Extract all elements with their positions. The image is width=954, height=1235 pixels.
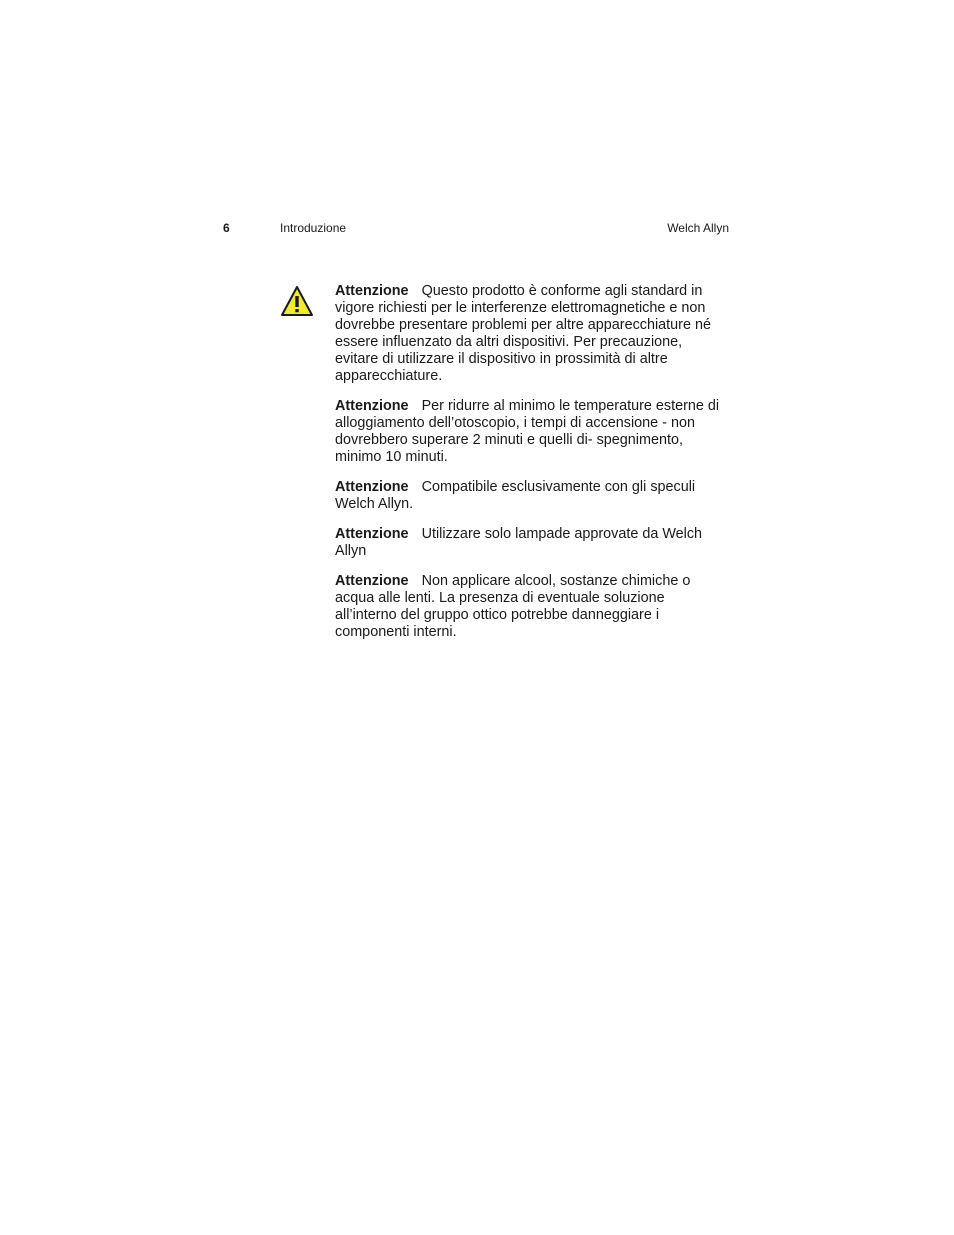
caution-label: Attenzione xyxy=(335,573,409,589)
page-number: 6 xyxy=(223,221,230,235)
caution-label: Attenzione xyxy=(335,526,409,542)
caution-label: Attenzione xyxy=(335,283,409,299)
caution-item xyxy=(335,573,727,641)
caution-item xyxy=(335,398,727,466)
caution-text: Non applicare alcool, sostanze chimiche o acqua alle lenti. La presenza di eventuale soluzione all’interno del gruppo ottico potrebbe danneggiare i componenti interni. xyxy=(335,573,691,640)
cautions-list xyxy=(335,283,727,654)
caution-item xyxy=(335,526,727,560)
caution-label: Attenzione xyxy=(335,479,409,495)
warning-triangle-icon xyxy=(280,285,314,317)
caution-item xyxy=(335,479,727,513)
caution-text: Per ridurre al minimo le temperature esterne di alloggiamento dell’otoscopio, i tempi di accensione - non dovrebbero superare 2 minuti e quelli di- spegnimento, minimo 10 minuti. xyxy=(335,398,720,465)
page-header xyxy=(223,221,729,239)
caution-text: Utilizzare solo lampade approvate da Welch Allyn xyxy=(335,526,703,559)
caution-label: Attenzione xyxy=(335,398,409,414)
brand-name: Welch Allyn xyxy=(667,221,729,235)
caution-text: Questo prodotto è conforme agli standard in vigore richiesti per le interferenze elettromagnetiche e non dovrebbe presentare problemi per altre apparecchiature né essere influenzato da altri dispositivi. Per precauzione, evitare di utilizzare il dispositivo in prossimità di altre apparecchiature. xyxy=(335,283,711,384)
section-title: Introduzione xyxy=(280,221,347,235)
caution-text: Compatibile esclusivamente con gli speculi Welch Allyn. xyxy=(335,479,696,512)
caution-item xyxy=(335,283,727,385)
